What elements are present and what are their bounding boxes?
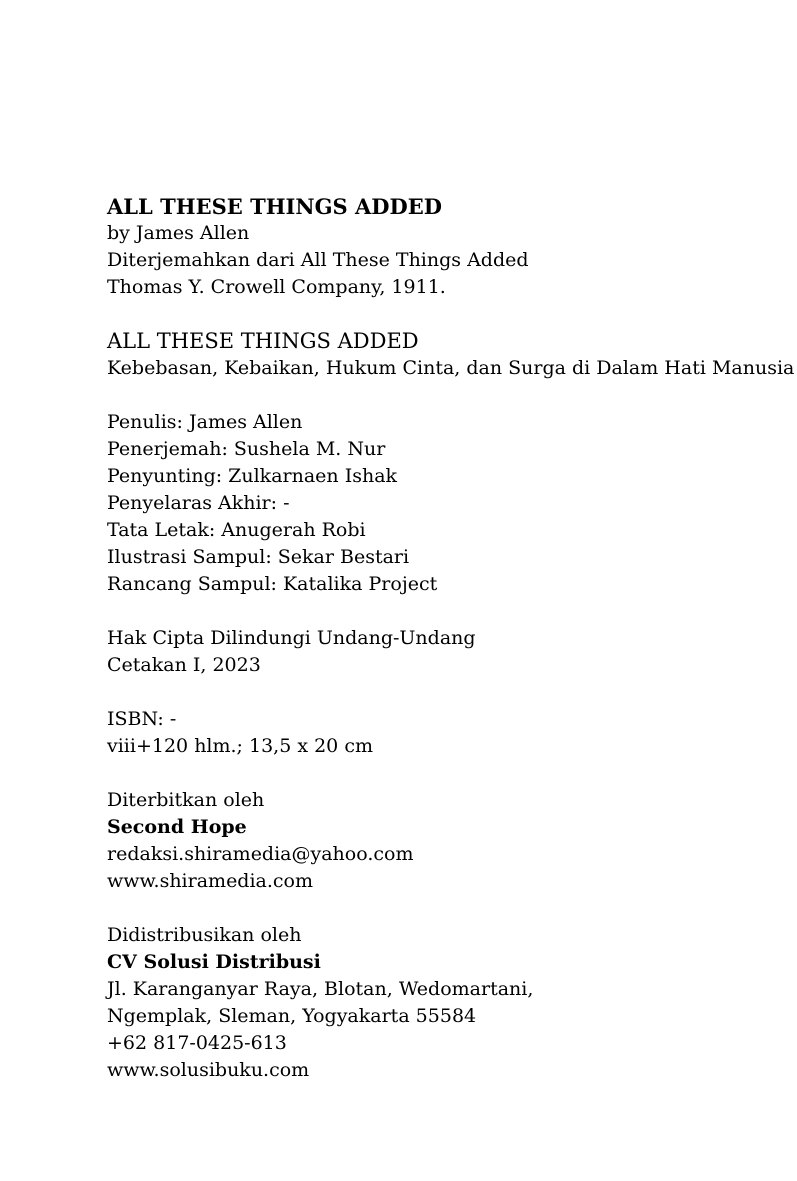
original-publisher: Thomas Y. Crowell Company, 1911.	[107, 276, 446, 298]
copyright-section	[107, 625, 757, 679]
credit-penulis: Penulis: James Allen	[107, 411, 303, 433]
credit-penyelaras-akhir: Penyelaras Akhir: -	[107, 492, 290, 514]
edition-subtitle: Kebebasan, Kebaikan, Hukum Cinta, dan Surga di Dalam Hati Manusia	[107, 357, 795, 379]
credit-penerjemah: Penerjemah: Sushela M. Nur	[107, 438, 386, 460]
credit-ilustrasi-sampul: Ilustrasi Sampul: Sekar Bestari	[107, 546, 410, 568]
publisher-email: redaksi.shiramedia@yahoo.com	[107, 843, 414, 865]
distributor-address-1: Jl. Karanganyar Raya, Blotan, Wedomartani,	[107, 978, 534, 1000]
publisher-section	[107, 787, 757, 895]
publisher-label: Diterbitkan oleh	[107, 789, 265, 811]
original-work-section	[107, 193, 757, 301]
distributor-phone: +62 817-0425-613	[107, 1032, 287, 1054]
translation-note: Diterjemahkan dari All These Things Added	[107, 249, 529, 271]
credit-rancang-sampul: Rancang Sampul: Katalika Project	[107, 573, 438, 595]
byline: by James Allen	[107, 222, 250, 244]
distributor-name: CV Solusi Distribusi	[107, 951, 321, 973]
printing-line: Cetakan I, 2023	[107, 654, 261, 676]
credit-tata-letak: Tata Letak: Anugerah Robi	[107, 519, 366, 541]
rights-line: Hak Cipta Dilindungi Undang-Undang	[107, 627, 476, 649]
distributor-label: Didistribusikan oleh	[107, 924, 302, 946]
publisher-name: Second Hope	[107, 816, 247, 838]
format-line: viii+120 hlm.; 13,5 x 20 cm	[107, 735, 373, 757]
credits-section	[107, 409, 757, 598]
credit-penyunting: Penyunting: Zulkarnaen Ishak	[107, 465, 398, 487]
distributor-address-2: Ngemplak, Sleman, Yogyakarta 55584	[107, 1005, 477, 1027]
original-title: ALL THESE THINGS ADDED	[107, 194, 442, 219]
isbn-line: ISBN: -	[107, 708, 177, 730]
edition-title-section	[107, 328, 795, 382]
identification-section	[107, 706, 757, 760]
distributor-section	[107, 922, 757, 1084]
distributor-website: www.solusibuku.com	[107, 1059, 310, 1081]
edition-title: ALL THESE THINGS ADDED	[107, 329, 419, 353]
publisher-website: www.shiramedia.com	[107, 870, 314, 892]
